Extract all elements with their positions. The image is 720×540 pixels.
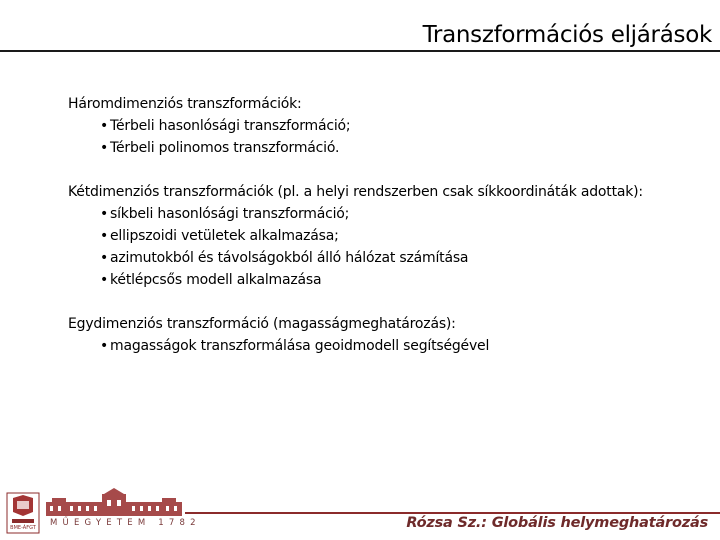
- bullet-icon: •: [100, 250, 109, 266]
- list-item: [100, 225, 708, 247]
- list-item-text: kétlépcsős modell alkalmazása: [110, 272, 322, 288]
- bullet-list: [68, 115, 708, 159]
- bullet-list: [68, 335, 708, 357]
- list-item-text: magasságok transzformálása geoidmodell segítségével: [110, 338, 490, 354]
- list-item: [100, 203, 708, 225]
- list-item: [100, 137, 708, 159]
- list-item: [100, 115, 708, 137]
- section-title: Háromdimenziós transzformációk:: [68, 96, 302, 112]
- list-item: [100, 269, 708, 291]
- bullet-icon: •: [100, 118, 109, 134]
- section-2d: [68, 181, 708, 291]
- footer-author-text: Rózsa Sz.: Globális helymeghatározás: [406, 515, 708, 531]
- list-item-text: síkbeli hasonlósági transzformáció;: [110, 206, 350, 222]
- bullet-list: [68, 203, 708, 291]
- section-title: Kétdimenziós transzformációk (pl. a helyi rendszerben csak síkkoordináták adottak):: [68, 184, 643, 200]
- footer-divider: [185, 512, 720, 514]
- title-underline: [0, 50, 720, 52]
- list-item: [100, 247, 708, 269]
- list-item-text: ellipszoidi vetületek alkalmazása;: [110, 228, 339, 244]
- section-1d: [68, 313, 708, 357]
- logo-text: BME-ÁFGT: [10, 525, 36, 531]
- list-item-text: azimutokból és távolságokból álló hálózat számítása: [110, 250, 469, 266]
- bullet-icon: •: [100, 338, 109, 354]
- slide-body: [68, 93, 708, 379]
- bullet-icon: •: [100, 228, 109, 244]
- bullet-icon: •: [100, 206, 109, 222]
- section-title: Egydimenziós transzformáció (magasságmeghatározás):: [68, 316, 456, 332]
- list-item: [100, 335, 708, 357]
- list-item-text: Térbeli hasonlósági transzformáció;: [110, 118, 351, 134]
- university-logo-icon: [6, 492, 40, 534]
- building-caption: MŰEGYETEM 1782: [50, 518, 201, 528]
- bullet-icon: •: [100, 272, 109, 288]
- building-illustration-icon: [44, 488, 184, 518]
- bullet-icon: •: [100, 140, 109, 156]
- list-item-text: Térbeli polinomos transzformáció.: [110, 140, 340, 156]
- section-3d: [68, 93, 708, 159]
- slide-title: Transzformációs eljárások: [422, 22, 712, 48]
